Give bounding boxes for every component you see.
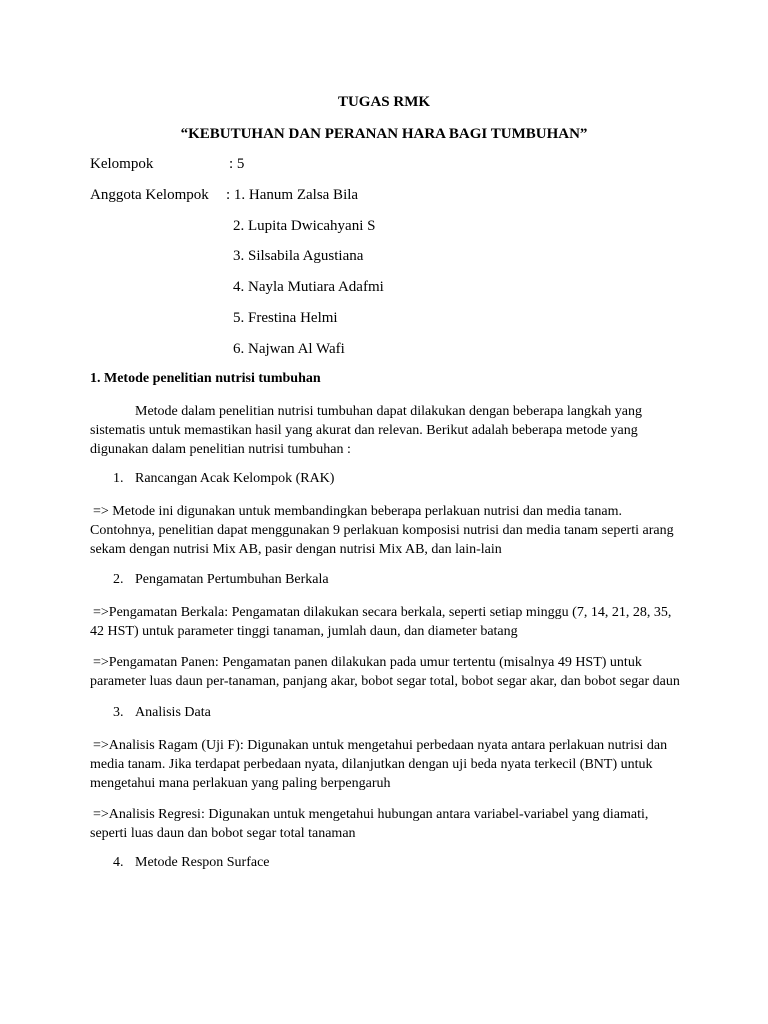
group-label: Kelompok [90,156,154,172]
intro-paragraph [90,402,690,459]
item-paragraph [90,653,710,691]
paragraph-line: =>Analisis Ragam (Uji F): Digunakan untuk mengetahui perbedaan nyata antara perlakuan nutrisi dan [93,738,668,753]
item-paragraph [90,805,710,843]
member-item: : 1. Hanum Zalsa Bila [226,187,359,203]
member-item: 3. Silsabila Agustiana [233,248,364,264]
paragraph-line: media tanam. Jika terdapat perbedaan nyata, dilanjutkan dengan uji beda nyata terkecil (BNT) untuk [90,757,653,772]
members-label: Anggota Kelompok [90,187,209,203]
paragraph-line: Metode dalam penelitian nutrisi tumbuhan dapat dilakukan dengan beberapa langkah yang [135,404,642,419]
list-number: 2. [113,572,124,587]
item-paragraph [90,736,710,793]
document-subtitle: “KEBUTUHAN DAN PERANAN HARA BAGI TUMBUHAN” [180,126,588,142]
paragraph-line: parameter luas daun per-tanaman, panjang akar, bobot segar total, bobot segar akar, dan bobot segar daun [90,674,680,689]
list-number: 4. [113,855,124,870]
list-item-title: Pengamatan Pertumbuhan Berkala [135,572,329,587]
paragraph-line: digunakan dalam penelitian nutrisi tumbuhan : [90,442,351,457]
item-paragraph [90,603,710,641]
member-item: 2. Lupita Dwicahyani S [233,218,376,234]
member-item: 6. Najwan Al Wafi [233,341,345,357]
paragraph-line: => Metode ini digunakan untuk membandingkan beberapa perlakuan nutrisi dan media tanam. [93,504,622,519]
paragraph-line: sekam dengan nutrisi Mix AB, pasir dengan nutrisi Mix AB, dan lain-lain [90,542,502,557]
paragraph-line: Contohnya, penelitian dapat menggunakan 9 perlakuan komposisi nutrisi dan media tanam seperti arang [90,523,674,538]
group-value: : 5 [229,156,245,172]
paragraph-line: mengetahui mana perlakuan yang paling berpengaruh [90,776,391,791]
member-item: 5. Frestina Helmi [233,310,338,326]
paragraph-line: =>Analisis Regresi: Digunakan untuk mengetahui hubungan antara variabel-variabel yang diamati, [93,807,649,822]
list-number: 3. [113,705,124,720]
list-item-title: Metode Respon Surface [135,855,270,870]
list-item-title: Analisis Data [135,705,211,720]
item-paragraph [90,502,710,559]
list-item-title: Rancangan Acak Kelompok (RAK) [135,471,335,486]
paragraph-line: =>Pengamatan Berkala: Pengamatan dilakukan secara berkala, seperti setiap minggu (7, 14, 21, 28, 35, [93,605,672,620]
document-title: TUGAS RMK [337,94,431,110]
paragraph-line: =>Pengamatan Panen: Pengamatan panen dilakukan pada umur tertentu (misalnya 49 HST) untuk [93,655,642,670]
paragraph-line: seperti luas daun dan bobot segar total tanaman [90,826,356,841]
paragraph-line: sistematis untuk memastikan hasil yang akurat dan relevan. Berikut adalah beberapa metode yang [90,423,638,438]
member-item: 4. Nayla Mutiara Adafmi [233,279,384,295]
paragraph-line: 42 HST) untuk parameter tinggi tanaman, jumlah daun, dan diameter batang [90,624,518,639]
list-number: 1. [113,471,124,486]
section-heading: 1. Metode penelitian nutrisi tumbuhan [90,371,321,386]
